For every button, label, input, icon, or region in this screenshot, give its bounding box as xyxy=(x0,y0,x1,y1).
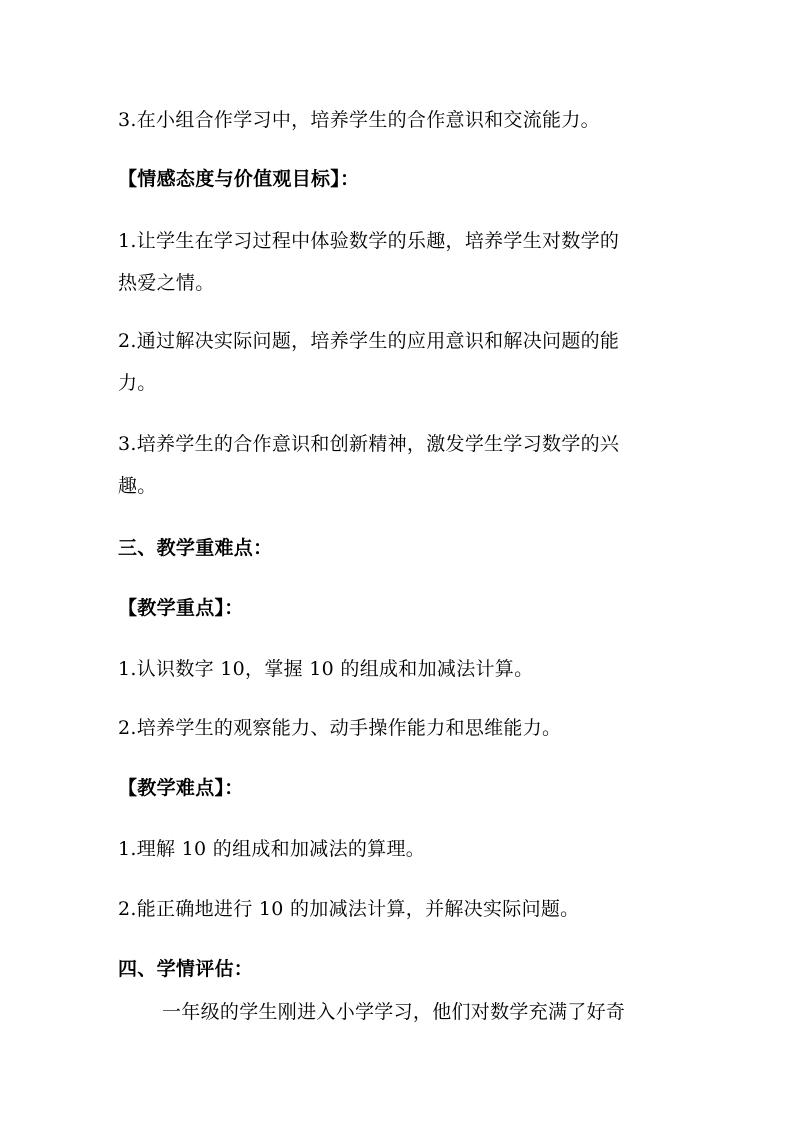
emotion-attitude-heading: 【情感态度与价值观目标】： xyxy=(118,168,360,190)
objective-line-3: 3.在小组合作学习中，培养学生的合作意识和交流能力。 xyxy=(118,109,600,131)
difficult-points-heading: 【教学难点】： xyxy=(118,777,244,799)
emotion-goal-1-line-b: 热爱之情。 xyxy=(118,272,215,294)
section-heading-student-assessment: 四、学情评估： xyxy=(118,958,254,980)
section-heading-key-difficult-points: 三、教学重难点： xyxy=(118,537,273,559)
emotion-goal-3-line-b: 趣。 xyxy=(118,475,157,497)
emotion-goal-1-line-a: 1.让学生在学习过程中体验数学的乐趣，培养学生对数学的 xyxy=(118,230,620,252)
emotion-goal-2-line-a: 2.通过解决实际问题，培养学生的应用意识和解决问题的能 xyxy=(118,330,620,352)
difficult-point-2: 2.能正确地进行 10 的加减法计算，并解决实际问题。 xyxy=(118,898,580,920)
key-points-heading: 【教学重点】： xyxy=(118,597,244,619)
emotion-goal-2-line-b: 力。 xyxy=(118,372,157,394)
key-point-1: 1.认识数字 10，掌握 10 的组成和加减法计算。 xyxy=(118,658,534,680)
key-point-2: 2.培养学生的观察能力、动手操作能力和思维能力。 xyxy=(118,717,562,739)
difficult-point-1: 1.理解 10 的组成和加减法的算理。 xyxy=(118,838,426,860)
assessment-paragraph-line: 一年级的学生刚进入小学学习，他们对数学充满了好奇 xyxy=(162,1001,626,1023)
emotion-goal-3-line-a: 3.培养学生的合作意识和创新精神，激发学生学习数学的兴 xyxy=(118,433,620,455)
